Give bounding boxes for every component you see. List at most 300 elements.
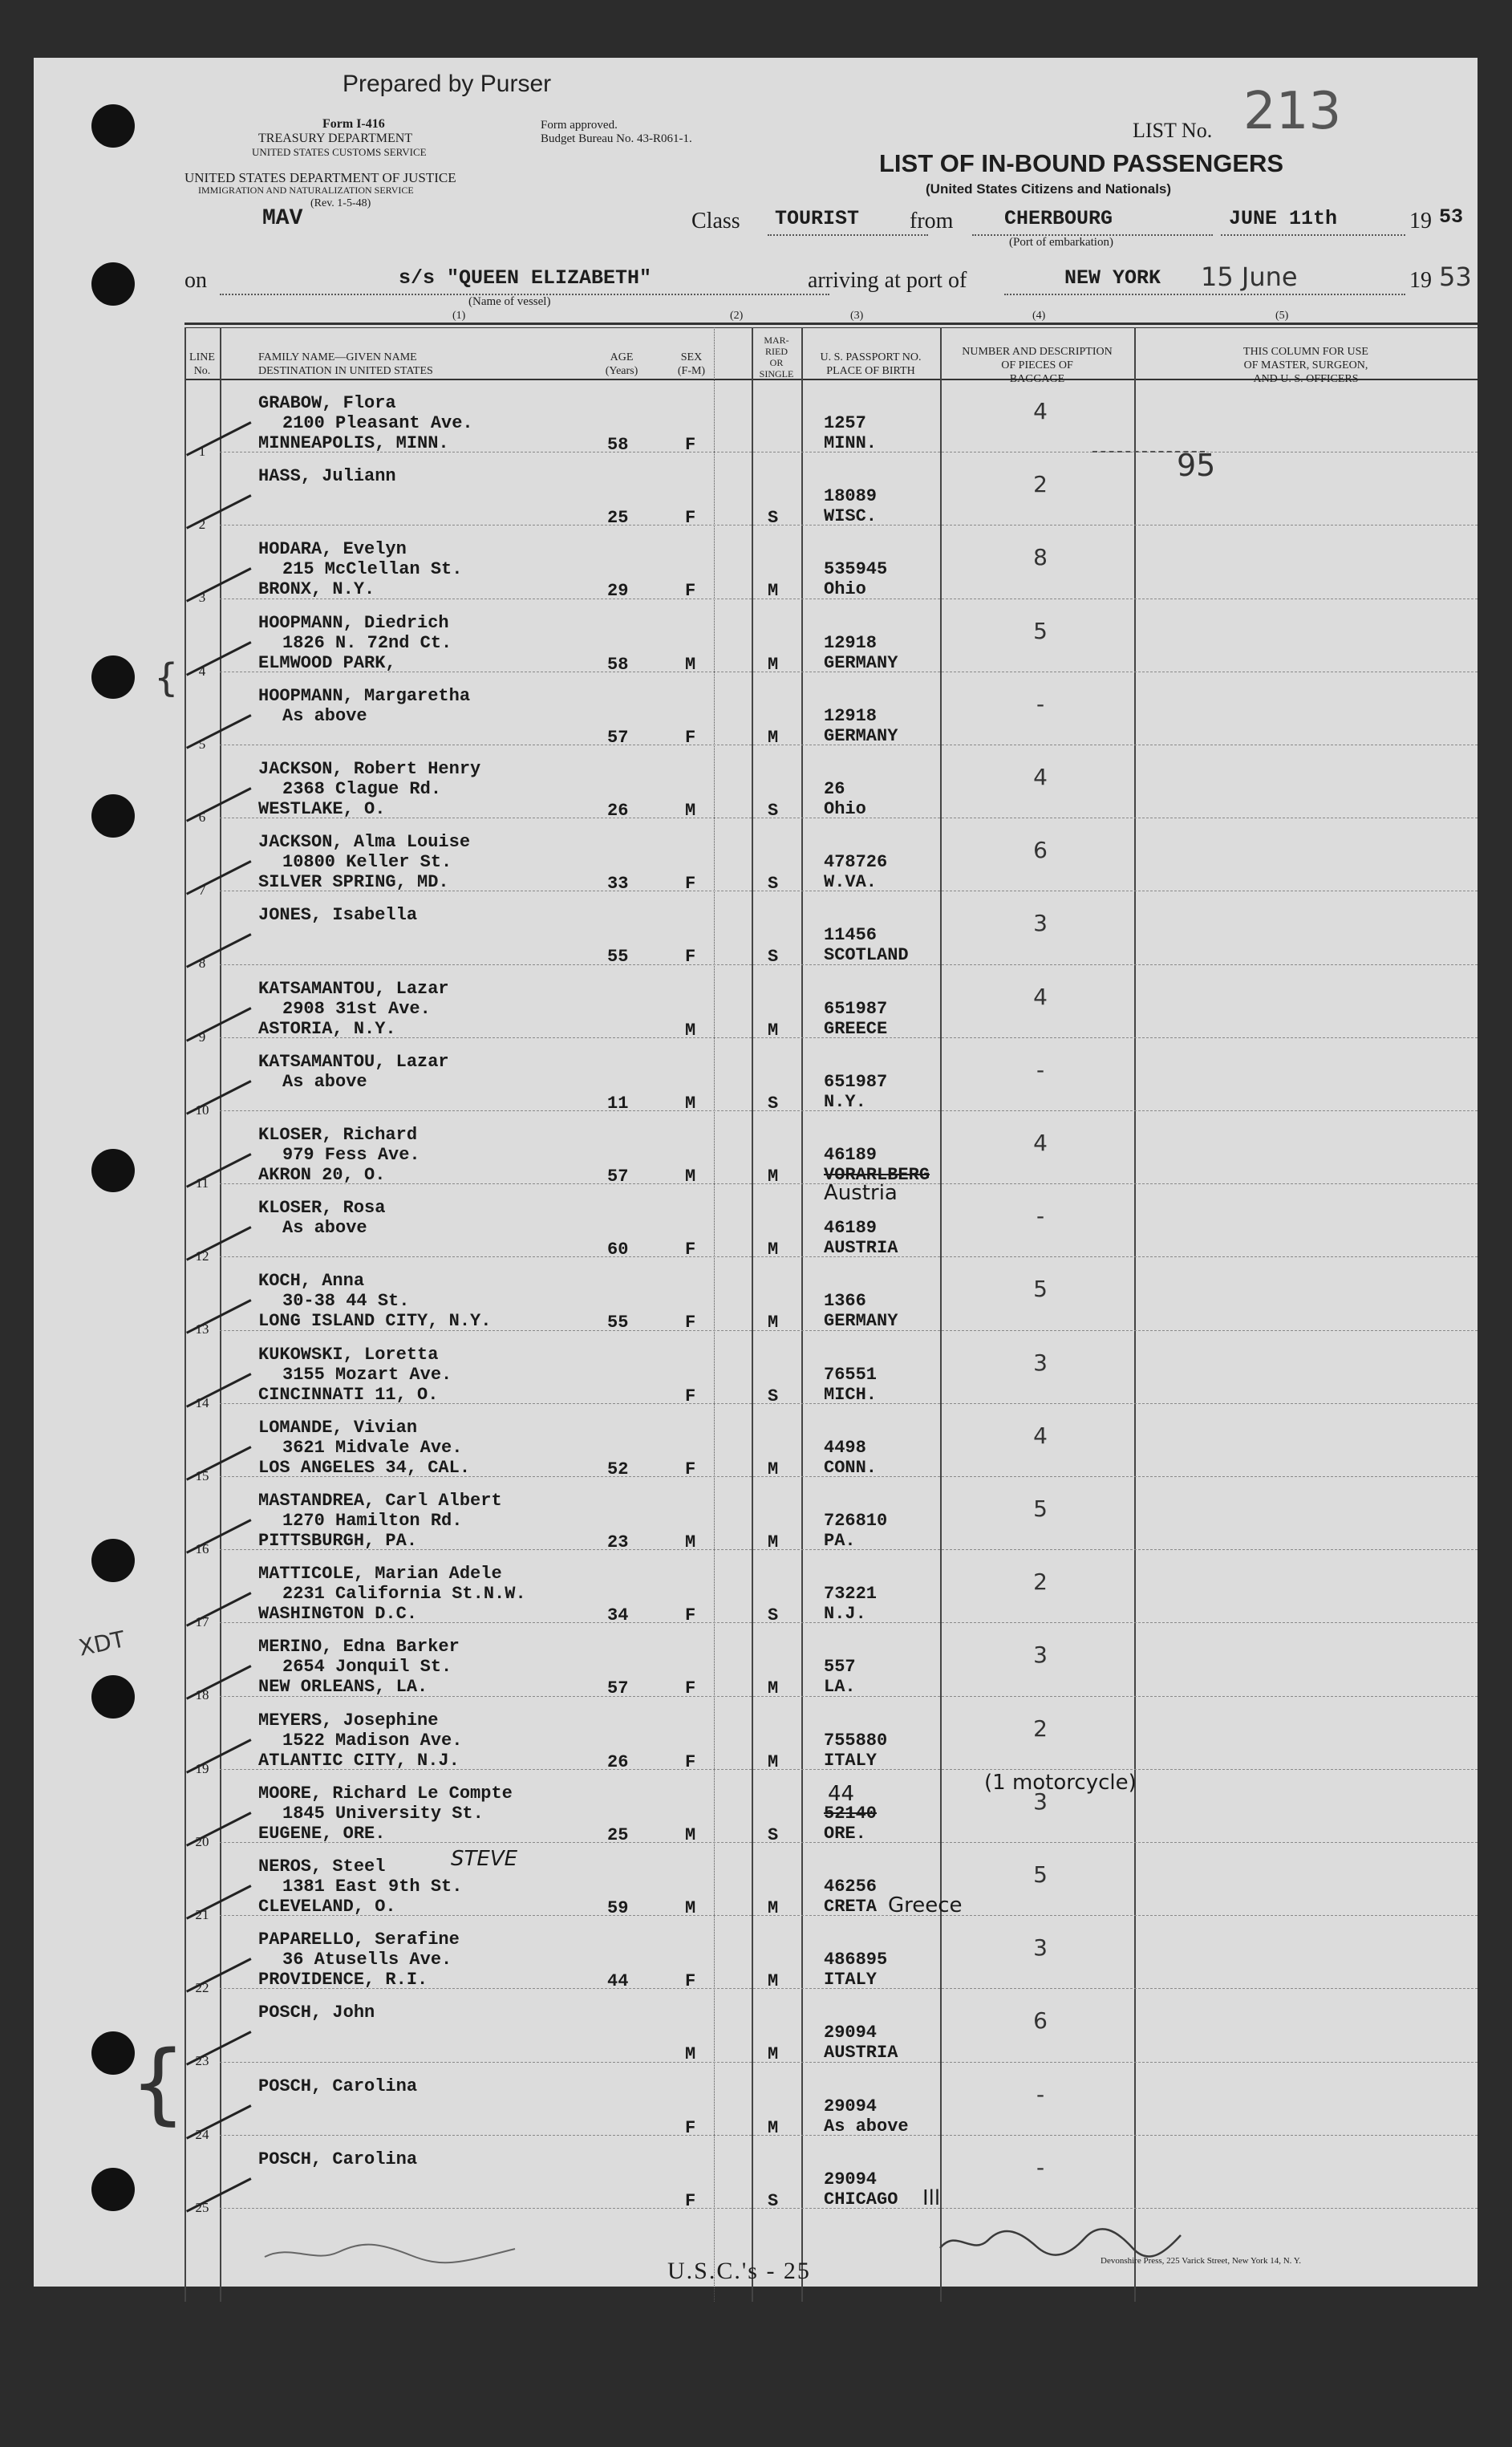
row-separator [220,1037,1478,1038]
row-separator [220,1110,1478,1111]
sex: F [685,1313,696,1333]
address-line: 1522 Madison Ave. [282,1730,463,1751]
address-line: 1270 Hamilton Rd. [282,1511,463,1531]
sex: F [685,1386,696,1406]
marital-status: S [768,1605,779,1626]
baggage-count: 3 [1033,1788,1048,1815]
row-separator [220,1403,1478,1404]
punch-hole [91,2031,135,2075]
vessel-caption: (Name of vessel) [468,295,551,308]
line-number: 12 [195,1248,209,1264]
passenger-name: KATSAMANTOU, Lazar [258,1051,449,1072]
line-number: 21 [195,1907,209,1922]
address-line: As above [282,705,367,726]
line-number: 10 [195,1102,209,1118]
place-of-birth: AUSTRIA [824,1238,898,1259]
passport-number: 46256 [824,1877,878,1897]
form-number: Form I-416 [322,117,385,131]
sex: M [685,1167,696,1187]
passport-number: 1257 [824,413,866,433]
officer-note: 95 [1177,448,1216,483]
row-separator [220,1476,1478,1477]
revision: (Rev. 1-5-48) [310,197,371,209]
place-of-birth: GERMANY [824,1311,898,1332]
line-number: 16 [195,1541,209,1556]
from-label: from [910,209,954,233]
row-separator [220,1769,1478,1770]
line-number: 5 [198,736,206,752]
punch-hole [91,655,135,699]
punch-hole [91,2168,135,2211]
marital-status: M [768,1532,779,1552]
margin-bracket: { [154,655,179,700]
col-num-1: (1) [452,310,466,322]
mav-mark: MAV [262,206,303,231]
arrival-underline [1004,294,1405,295]
passport-correction: 44 [828,1781,855,1806]
passport-number: 726810 [824,1511,888,1531]
passport-number: 1366 [824,1291,866,1312]
marital-status: S [768,2190,779,2211]
date-underline [1221,234,1405,236]
manifest-page [34,58,1478,2287]
marital-status: M [768,1678,779,1699]
line-number: 4 [198,663,206,679]
passenger-name: KOCH, Anna [258,1271,365,1292]
marital-status: S [768,1824,779,1845]
arrival-port: NEW YORK [1064,266,1161,290]
marital-status: M [768,581,779,602]
col-divider [714,327,715,2302]
passenger-name: HOOPMANN, Diedrich [258,612,449,633]
sex: M [685,1093,696,1114]
place-of-birth: CHICAGO [824,2189,898,2210]
baggage-count: 4 [1033,1422,1048,1449]
line-number: 19 [195,1760,209,1776]
row-separator [220,2135,1478,2136]
place-of-birth: CRETA [824,1897,878,1917]
passport-number: 46189 [824,1218,878,1239]
destination: BRONX, N.Y. [258,579,375,600]
address-line: As above [282,1071,367,1092]
address-line: 1381 East 9th St. [282,1877,463,1897]
baggage-count: - [1036,2080,1045,2108]
passport-number: 52140 [824,1803,878,1824]
place-of-birth: Ohio [824,579,866,600]
line-number: 11 [195,1175,209,1191]
baggage-count: 4 [1033,1130,1048,1156]
col-divider [801,327,803,2302]
address-line: 2368 Clague Rd. [282,779,442,799]
row-separator [220,1696,1478,1697]
row-separator [220,1549,1478,1550]
passenger-name: HOOPMANN, Margaretha [258,685,471,706]
birth-correction: Austria [824,1181,898,1205]
age: 29 [607,581,629,602]
col-num-4: (4) [1032,310,1046,322]
port-caption: (Port of embarkation) [1009,236,1113,249]
place-of-birth: GREECE [824,1018,888,1039]
age: 57 [607,1167,629,1187]
place-of-birth: ORE. [824,1823,866,1844]
row-separator [220,1330,1478,1331]
sex: F [685,435,696,455]
place-of-birth: N.J. [824,1604,866,1625]
marital-status: M [768,1240,779,1260]
birth-correction: Greece [888,1893,963,1917]
passenger-name: HODARA, Evelyn [258,539,407,560]
destination: MINNEAPOLIS, MINN. [258,433,449,453]
age: 58 [607,435,629,455]
passport-number: 651987 [824,998,888,1019]
line-number: 18 [195,1687,209,1703]
passenger-name: MEYERS, Josephine [258,1710,439,1731]
age: 33 [607,874,629,895]
destination: SILVER SPRING, MD. [258,872,449,893]
address-line: 1845 University St. [282,1803,484,1824]
age: 26 [607,1751,629,1772]
baggage-count: - [1036,1203,1045,1230]
punch-hole [91,1149,135,1192]
baggage-count: 3 [1033,1349,1048,1376]
baggage-count: 5 [1033,1495,1048,1522]
baggage-count: 4 [1033,764,1048,790]
baggage-count: 6 [1033,837,1048,864]
passenger-name: PAPARELLO, Serafine [258,1930,460,1950]
list-no: 213 [1243,82,1342,141]
col-divider [1134,327,1136,2302]
table-top-rule [184,323,1478,325]
marital-status: M [768,1751,779,1772]
place-of-birth: W.VA. [824,872,878,893]
baggage-count: 4 [1033,983,1048,1010]
uscs-total: U.S.C.'s - 25 [667,2258,811,2284]
passport-number: 478726 [824,852,888,873]
passport-number: 29094 [824,2023,878,2043]
col-header-passport: U. S. PASSPORT NO. PLACE OF BIRTH [820,351,922,377]
naturalization-service: IMMIGRATION AND NATURALIZATION SERVICE [198,185,414,196]
line-number: 24 [195,2126,209,2142]
passport-number: 29094 [824,2096,878,2116]
signature-left [258,2236,523,2268]
passport-number: 18089 [824,486,878,507]
marital-status: S [768,1093,779,1114]
passenger-name: JACKSON, Robert Henry [258,759,481,779]
line-number: 8 [198,956,206,972]
address-line: 2654 Jonquil St. [282,1657,452,1678]
address-line: 1826 N. 72nd Ct. [282,632,452,653]
place-of-birth: ITALY [824,1750,878,1771]
birth-correction: Ill [922,2185,941,2210]
age: 25 [607,1824,629,1845]
class-value: TOURIST [775,207,860,230]
signature [932,2224,1189,2261]
marital-status: S [768,801,779,821]
passenger-name: LOMANDE, Vivian [258,1417,418,1438]
baggage-count: 6 [1033,2007,1048,2035]
row-separator [220,1256,1478,1257]
baggage-count: 2 [1033,1568,1048,1596]
age: 25 [607,508,629,529]
year-prefix-2: 19 [1409,268,1432,293]
baggage-count: 2 [1033,1715,1048,1742]
address-line: 2100 Pleasant Ave. [282,413,473,433]
baggage-note: (1 motorcycle) [984,1770,1137,1795]
sex: M [685,2044,696,2065]
baggage-count: 3 [1033,1641,1048,1669]
sex: M [685,1020,696,1041]
row-separator [220,1183,1478,1184]
marital-status: M [768,1313,779,1333]
col-num-2: (2) [730,310,744,322]
justice-dept: UNITED STATES DEPARTMENT OF JUSTICE [184,170,456,185]
marital-status: S [768,508,779,529]
col-divider [752,327,753,2302]
place-of-birth: Ohio [824,799,866,819]
place-of-birth: GERMANY [824,725,898,746]
sex: M [685,1898,696,1918]
line-number: 7 [198,883,206,899]
sex: F [685,727,696,748]
class-label: Class [691,209,740,233]
line-number: 20 [195,1833,209,1849]
passenger-name: MASTANDREA, Carl Albert [258,1491,502,1511]
place-of-birth: PA. [824,1531,856,1551]
sex: F [685,1240,696,1260]
marital-status: M [768,1167,779,1187]
baggage-count: 5 [1033,1276,1048,1303]
name-correction: STEVE [451,1847,518,1871]
customs-service: UNITED STATES CUSTOMS SERVICE [252,146,427,158]
baggage-count: 3 [1033,1934,1048,1962]
marital-status: M [768,1971,779,1992]
address-line: 2908 31st Ave. [282,998,431,1019]
line-number: 14 [195,1394,209,1410]
destination: LONG ISLAND CITY, N.Y. [258,1311,492,1332]
place-of-birth: VORARLBERG [824,1165,930,1185]
sex: F [685,1459,696,1479]
marital-status: M [768,727,779,748]
age: 59 [607,1898,629,1918]
passport-number: 535945 [824,559,888,580]
passport-number: 651987 [824,1071,888,1092]
age: 58 [607,654,629,675]
baggage-count: 4 [1033,398,1048,424]
passenger-name: KUKOWSKI, Loretta [258,1344,439,1365]
treasury-dept: TREASURY DEPARTMENT [258,132,413,145]
vessel-name: s/s "QUEEN ELIZABETH" [399,266,652,290]
place-of-birth: ITALY [824,1970,878,1990]
marital-status: S [768,874,779,895]
passport-number: 755880 [824,1730,888,1751]
punch-hole [91,262,135,306]
baggage-count: - [1036,2153,1045,2181]
passenger-name: POSCH, Carolina [258,2076,418,2096]
sex: F [685,2117,696,2138]
place-of-birth: MICH. [824,1384,878,1405]
line-number: 22 [195,1980,209,1996]
passenger-name: NEROS, Steel [258,1857,386,1877]
col-header-baggage: NUMBER AND DESCRIPTION OF PIECES OF BAGGAGE [962,346,1113,385]
row-separator [220,2062,1478,2063]
age: 57 [607,1678,629,1699]
punch-hole [91,794,135,838]
year-1: 53 [1439,205,1464,229]
sex: F [685,2190,696,2211]
baggage-count: 5 [1033,617,1048,644]
marital-status: M [768,654,779,675]
age: 55 [607,947,629,968]
place-of-birth: SCOTLAND [824,945,909,966]
baggage-count: 5 [1033,1861,1048,1888]
sex: M [685,1824,696,1845]
address-line: 36 Atusells Ave. [282,1950,452,1970]
printer-imprint: Devonshire Press, 225 Varick Street, New York 14, N. Y. [1101,2256,1302,2266]
row-separator [220,1915,1478,1916]
embark-date: JUNE 11th [1229,207,1338,230]
form-subtitle: (United States Citizens and Nationals) [926,181,1172,197]
marital-status: S [768,947,779,968]
destination: PROVIDENCE, R.I. [258,1970,428,1990]
budget-bureau: Budget Bureau No. 43-R061-1. [541,132,692,145]
line-number: 23 [195,2053,209,2069]
row-separator [220,1988,1478,1989]
place-of-birth: MINN. [824,433,878,453]
col-num-3: (3) [850,310,864,322]
prepared-by: Prepared by Purser [343,71,552,97]
form-approved: Form approved. [541,119,618,132]
punch-hole [91,1675,135,1719]
punch-hole [91,104,135,148]
line-number: 1 [198,444,206,459]
place-of-birth: N.Y. [824,1091,866,1112]
address-line: 30-38 44 St. [282,1291,410,1312]
list-no-label: LIST No. [1133,119,1213,142]
passenger-name: POSCH, Carolina [258,2149,418,2169]
line-number: 25 [195,2199,209,2215]
address-line: As above [282,1218,367,1239]
place-of-birth: GERMANY [824,652,898,673]
age: 55 [607,1313,629,1333]
sex: F [685,1605,696,1626]
passport-number: 4498 [824,1437,866,1458]
passenger-name: MATTICOLE, Marian Adele [258,1564,502,1585]
row-separator [220,525,1478,526]
line-number: 15 [195,1467,209,1483]
passport-number: 557 [824,1657,856,1678]
col-num-5: (5) [1275,310,1289,322]
class-underline [768,234,928,236]
baggage-count: 8 [1033,544,1048,571]
place-of-birth: AUSTRIA [824,2043,898,2064]
destination: CLEVELAND, O. [258,1897,396,1917]
passenger-name: HASS, Juliann [258,466,396,487]
passport-number: 46189 [824,1145,878,1165]
destination: ELMWOOD PARK, [258,652,396,673]
sex: F [685,947,696,968]
address-line: 3155 Mozart Ave. [282,1364,452,1385]
passenger-name: JACKSON, Alma Louise [258,832,471,853]
marital-status: M [768,1898,779,1918]
address-line: 3621 Midvale Ave. [282,1437,463,1458]
age: 44 [607,1971,629,1992]
arrival-date: 15 June [1201,262,1298,292]
table-top-rule [184,327,1478,328]
on-label: on [184,268,207,293]
address-line: 2231 California St.N.W. [282,1584,526,1605]
from-value: CHERBOURG [1004,207,1113,230]
sex: M [685,654,696,675]
col-divider [940,327,942,2302]
age: 26 [607,801,629,821]
destination: NEW ORLEANS, LA. [258,1677,428,1698]
col-header-name: FAMILY NAME—GIVEN NAME DESTINATION IN UNITED STATES [258,351,433,377]
sex: M [685,1532,696,1552]
passport-number: 26 [824,779,845,799]
line-number: 13 [195,1321,209,1337]
age: 34 [607,1605,629,1626]
destination: ASTORIA, N.Y. [258,1018,396,1039]
destination: ATLANTIC CITY, N.J. [258,1750,460,1771]
baggage-count: 2 [1033,471,1048,498]
age: 52 [607,1459,629,1479]
age: 57 [607,727,629,748]
passenger-name: KATSAMANTOU, Lazar [258,978,449,999]
age: 23 [607,1532,629,1552]
passport-number: 73221 [824,1584,878,1605]
line-number: 9 [198,1029,206,1045]
passenger-name: MOORE, Richard Le Compte [258,1783,513,1804]
sex: F [685,1678,696,1699]
col-header-married: MAR- RIED OR SINGLE [759,335,794,379]
sex: F [685,1971,696,1992]
passport-number: 486895 [824,1950,888,1970]
passport-number: 12918 [824,705,878,726]
passenger-name: KLOSER, Rosa [258,1198,386,1219]
row-separator [220,1842,1478,1843]
sex: F [685,508,696,529]
destination: WESTLAKE, O. [258,799,386,819]
passenger-name: JONES, Isabella [258,905,418,926]
marital-status: S [768,1386,779,1406]
punch-hole [91,1539,135,1582]
passport-number: 11456 [824,925,878,946]
destination: EUGENE, ORE. [258,1823,386,1844]
passenger-name: GRABOW, Flora [258,393,396,413]
sex: F [685,581,696,602]
row-separator [220,964,1478,965]
officer-dash [1092,451,1205,452]
sex: F [685,1751,696,1772]
place-of-birth: WISC. [824,506,878,527]
place-of-birth: LA. [824,1677,856,1698]
arriving-label: arriving at port of [808,268,967,293]
age: 11 [607,1093,629,1114]
margin-note: XDT [76,1625,128,1662]
row-separator [220,1622,1478,1623]
marital-status: M [768,2044,779,2065]
line-number: 6 [198,810,206,825]
passport-number: 76551 [824,1364,878,1385]
sex: M [685,801,696,821]
address-line: 215 McClellan St. [282,559,463,580]
baggage-count: - [1036,1056,1045,1083]
form-title: LIST OF IN-BOUND PASSENGERS [879,149,1284,177]
table-left-border [184,327,186,2302]
col-header-age: AGE (Years) [605,351,638,377]
address-line: 10800 Keller St. [282,852,452,873]
line-number: 2 [198,517,206,533]
